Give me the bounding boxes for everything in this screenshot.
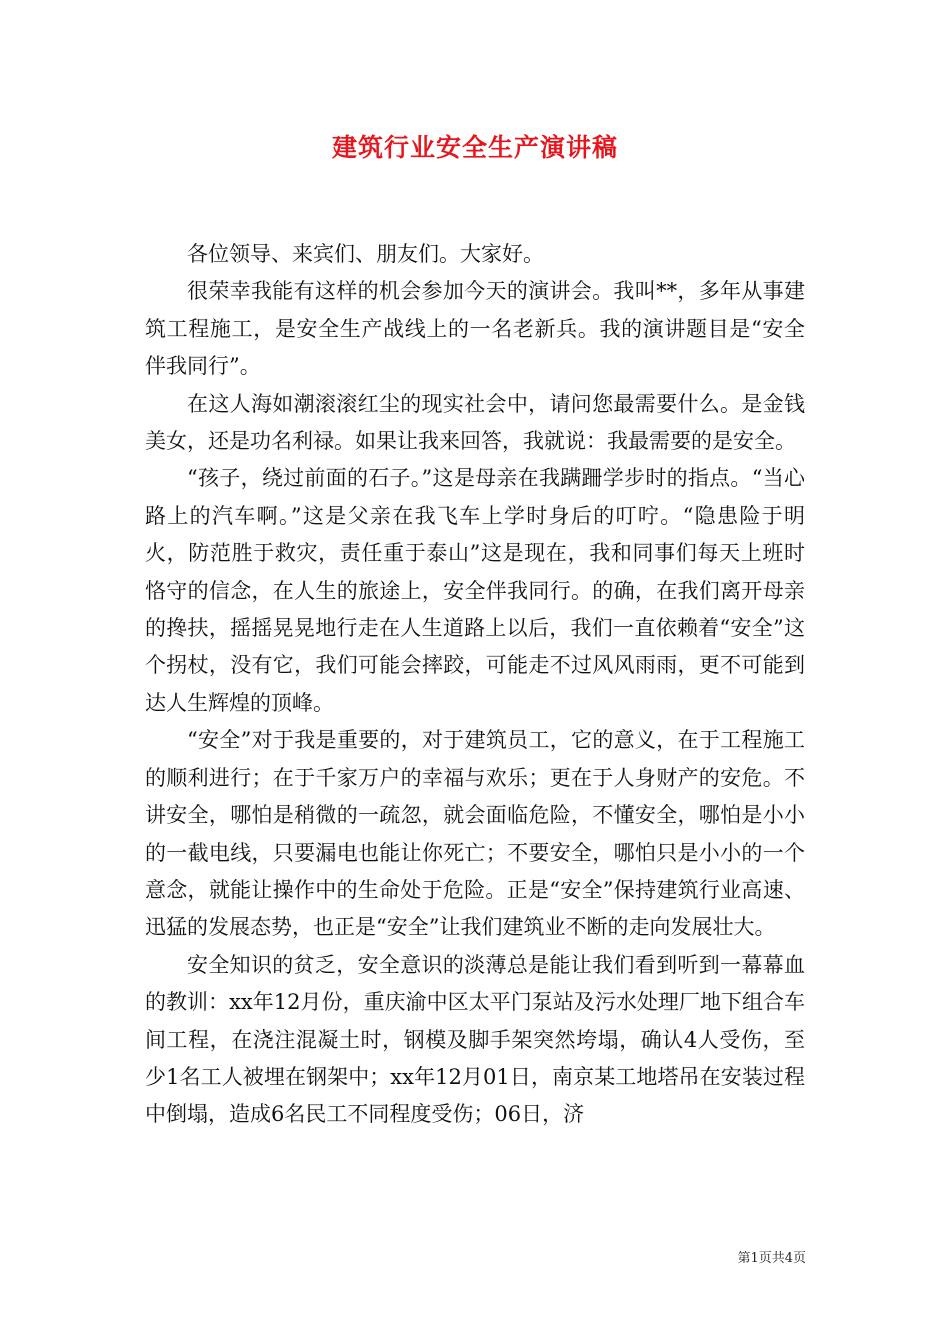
paragraph-question: 在这人海如潮滚滚红尘的现实社会中，请问您最需要什么。是金钱美女，还是功名利禄。如果让我来回答，我就说：我最需要的是安全。	[145, 391, 805, 454]
paragraph-importance: “安全”对于我是重要的，对于建筑员工，它的意义，在于工程施工的顺利进行；在于千家万户的幸福与欢乐；更在于人身财产的安危。不讲安全，哪怕是稍微的一疏忽，就会面临危险，不懂安全，哪怕是小小的一截电线，只要漏电也能让你死亡；不要安全，哪怕只是小小的一个意念，就能让操作中的生命处于危险。正是“安全”保持建筑行业高速、迅猛的发展态势，也正是“安全”让我们建筑业不断的走向发展壮大。	[145, 728, 805, 940]
paragraph-greeting: 各位领导、来宾们、朋友们。大家好。	[187, 242, 544, 266]
paragraph-family: “孩子，绕过前面的石子。”这是母亲在我蹒跚学步时的指点。“当心路上的汽车啊。”这是父亲在我飞车上学时身后的叮咛。“隐患险于明火，防范胜于救灾，责任重于泰山”这是现在，我和同事们每天上班时恪守的信念，在人生的旅途上，安全伴我同行。的确，在我们离开母亲的搀扶，摇摇晃晃地行走在人生道路上以后，我们一直依赖着“安全”这个拐杖，没有它，我们可能会摔跤，可能走不过风风雨雨，更不可能到达人生辉煌的顶峰。	[145, 466, 805, 715]
document-body	[145, 236, 805, 1134]
page-number: 第1页共4页	[737, 1251, 806, 1266]
document-title: 建筑行业安全生产演讲稿	[331, 133, 618, 162]
paragraph-lessons: 安全知识的贫乏，安全意识的淡薄总是能让我们看到听到一幕幕血的教训：xx年12月份，重庆渝中区太平门泵站及污水处理厂地下组合车间工程，在浇注混凝土时，钢模及脚手架突然垮塌，确认4人受伤，至少1名工人被埋在钢架中；xx年12月01日，南京某工地塔吊在安装过程中倒塌，造成6名民工不同程度受伤；06日，济	[145, 952, 805, 1127]
paragraph-intro: 很荣幸我能有这样的机会参加今天的演讲会。我叫**，多年从事建筑工程施工，是安全生产战线上的一名老新兵。我的演讲题目是“安全伴我同行”。	[145, 279, 805, 379]
